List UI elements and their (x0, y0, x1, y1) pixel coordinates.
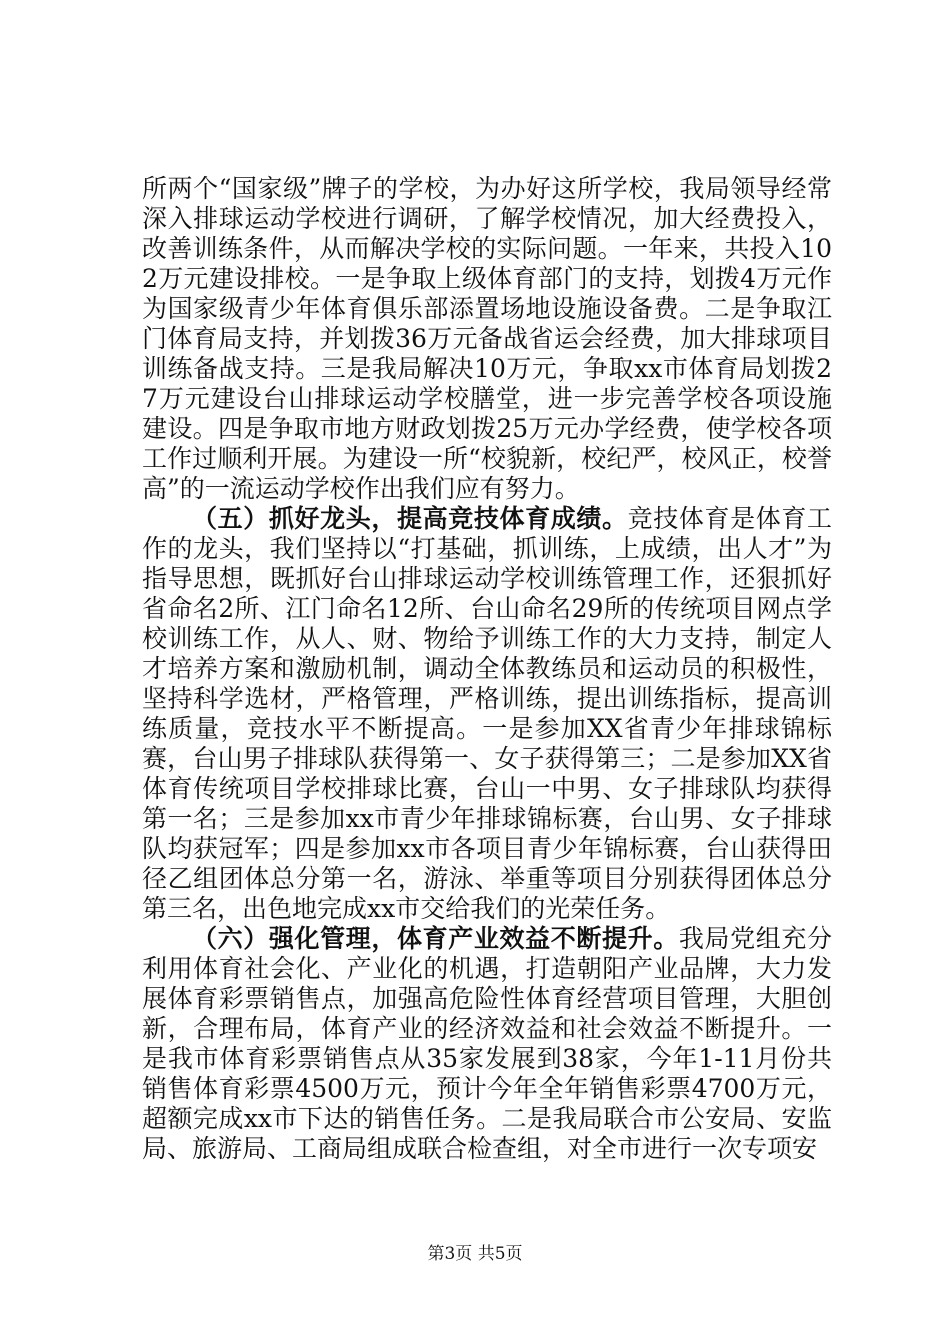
page-number: 第3页 共5页 (427, 1244, 523, 1264)
section-heading: （五）抓好龙头，提高竞技体育成绩。 (192, 504, 628, 533)
paragraph-text: 我局党组充分利用体育社会化、产业化的机遇，打造朝阳产业品牌，大力发展体育彩票销售点，加强高危险性体育经营项目管理，大胆创新，合理布局，体育产业的经济效益和社会效益不断提升。一是我市体育彩票销售点从35家发展到38家，今年1-11月份共销售体育彩票4500万元，预计今年全年销售彩票4700万元，超额完成xx市下达的销售任务。二是我局联合市公安局、安监局、旅游局、工商局组成联合检查组，对全市进行一次专项安 (142, 924, 832, 1163)
paragraph-section-5 (142, 504, 832, 924)
page-footer (0, 1243, 950, 1265)
paragraph-section-6 (142, 924, 832, 1164)
paragraph-text: 所两个“国家级”牌子的学校，为办好这所学校，我局领导经常深入排球运动学校进行调研，了解学校情况，加大经费投入，改善训练条件，从而解决学校的实际问题。一年来，共投入102万元建设排校。一是争取上级体育部门的支持，划拨4万元作为国家级青少年体育俱乐部添置场地设施设备费。二是争取江门体育局支持，并划拨36万元备战省运会经费，加大排球项目训练备战支持。三是我局解决10万元，争取xx市体育局划拨27万元建设台山排球运动学校膳堂，进一步完善学校各项设施建设。四是争取市地方财政划拨25万元办学经费，使学校各项工作过顺利开展。为建设一所“校貌新，校纪严，校风正，校誉高”的一流运动学校作出我们应有努力。 (142, 174, 832, 503)
section-heading: （六）强化管理，体育产业效益不断提升。 (192, 924, 679, 953)
document-body (142, 174, 832, 1164)
paragraph-continuation (142, 174, 832, 504)
paragraph-text: 竞技体育是体育工作的龙头，我们坚持以“打基础，抓训练，上成绩，出人才”为指导思想，既抓好台山排球运动学校训练管理工作，还狠抓好省命名2所、江门命名12所、台山命名29所的传统项目网点学校训练工作，从人、财、物给予训练工作的大力支持，制定人才培养方案和激励机制，调动全体教练员和运动员的积极性，坚持科学选材，严格管理，严格训练，提出训练指标，提高训练质量，竞技水平不断提高。一是参加XX省青少年排球锦标赛，台山男子排球队获得第一、女子获得第三；二是参加XX省体育传统项目学校排球比赛，台山一中男、女子排球队均获得第一名；三是参加xx市青少年排球锦标赛，台山男、女子排球队均获冠军；四是参加xx市各项目青少年锦标赛，台山获得田径乙组团体总分第一名，游泳、举重等项目分别获得团体总分第三名，出色地完成xx市交给我们的光荣任务。 (142, 504, 832, 923)
